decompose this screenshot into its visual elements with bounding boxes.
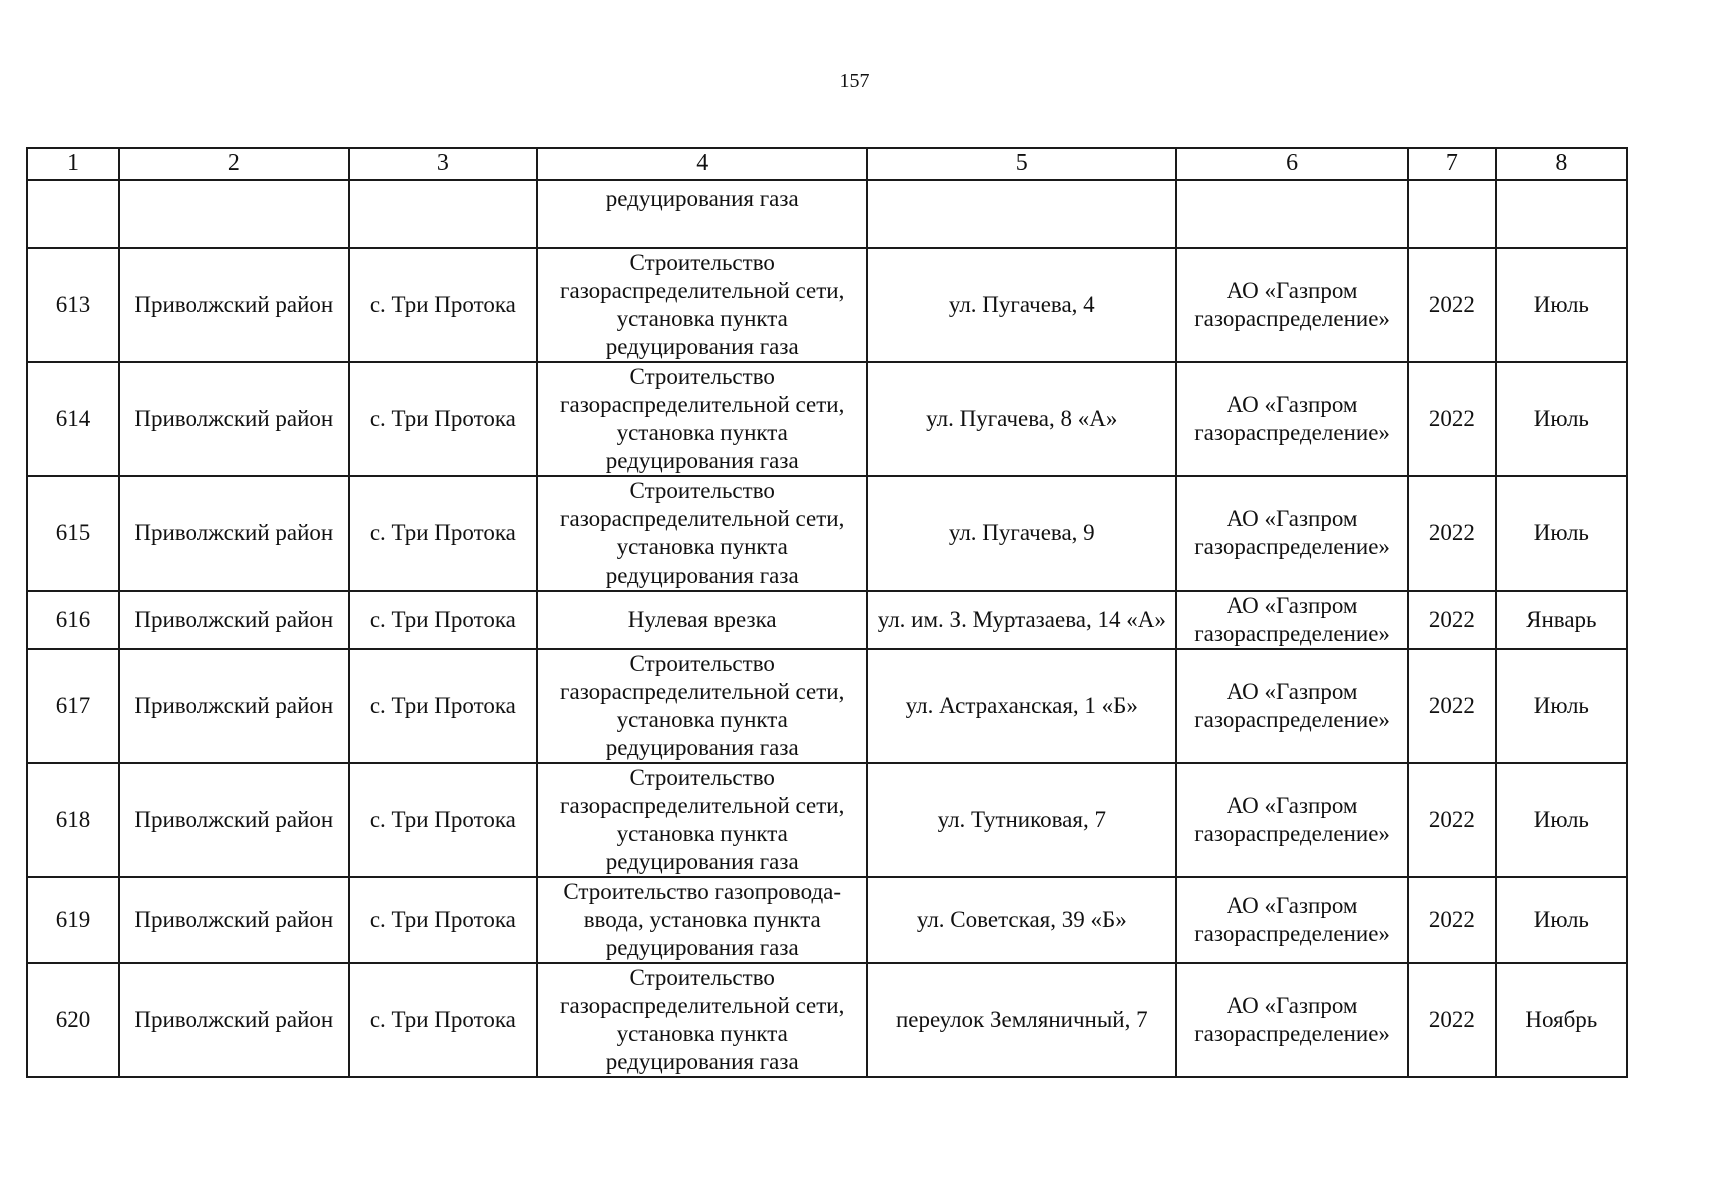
continuation-row: [27, 180, 1627, 248]
district-cell: Приволжский район: [119, 476, 349, 590]
row-number: 619: [27, 877, 119, 963]
column-number: 2: [119, 148, 349, 180]
row-number: 613: [27, 248, 119, 362]
year-cell: 2022: [1408, 476, 1496, 590]
organization-cell: АО «Газпром газораспределение»: [1176, 963, 1408, 1077]
row-number: 618: [27, 763, 119, 877]
district-cell: Приволжский район: [119, 248, 349, 362]
address-cell: ул. Пугачева, 4: [867, 248, 1176, 362]
district-cell: Приволжский район: [119, 963, 349, 1077]
organization-cell: АО «Газпром газораспределение»: [1176, 877, 1408, 963]
column-number: 1: [27, 148, 119, 180]
month-cell: Июль: [1496, 362, 1627, 476]
table-row: [27, 963, 1627, 1077]
locality-cell: с. Три Протока: [349, 763, 537, 877]
row-number: 620: [27, 963, 119, 1077]
month-cell: Июль: [1496, 649, 1627, 763]
column-number: 3: [349, 148, 537, 180]
locality-cell: с. Три Протока: [349, 963, 537, 1077]
address-cell: ул. им. З. Муртазаева, 14 «А»: [867, 591, 1176, 649]
month-cell: Июль: [1496, 476, 1627, 590]
locality-cell: с. Три Протока: [349, 248, 537, 362]
year-cell: 2022: [1408, 362, 1496, 476]
address-cell: ул. Советская, 39 «Б»: [867, 877, 1176, 963]
month-cell: Январь: [1496, 591, 1627, 649]
year-cell: 2022: [1408, 649, 1496, 763]
month-cell: Ноябрь: [1496, 963, 1627, 1077]
row-number: 615: [27, 476, 119, 590]
column-number: 7: [1408, 148, 1496, 180]
organization-cell: АО «Газпром газораспределение»: [1176, 763, 1408, 877]
district-cell: Приволжский район: [119, 877, 349, 963]
work-cell: Нулевая врезка: [537, 591, 868, 649]
table-row: [27, 476, 1627, 590]
row-number: 616: [27, 591, 119, 649]
district-cell: Приволжский район: [119, 763, 349, 877]
locality-cell: с. Три Протока: [349, 362, 537, 476]
column-number: 6: [1176, 148, 1408, 180]
address-cell: переулок Земляничный, 7: [867, 963, 1176, 1077]
work-cell: Строительство газораспределительной сети, установка пункта редуцирования газа: [537, 248, 868, 362]
table-row: [27, 248, 1627, 362]
column-number: 5: [867, 148, 1176, 180]
year-cell: 2022: [1408, 248, 1496, 362]
month-cell: Июль: [1496, 248, 1627, 362]
year-cell: 2022: [1408, 877, 1496, 963]
table-row: [27, 649, 1627, 763]
work-cell: Строительство газопровода-ввода, установка пункта редуцирования газа: [537, 877, 868, 963]
organization-cell: АО «Газпром газораспределение»: [1176, 476, 1408, 590]
organization-cell: АО «Газпром газораспределение»: [1176, 649, 1408, 763]
table-row: [27, 763, 1627, 877]
table-row: [27, 877, 1627, 963]
address-cell: ул. Пугачева, 8 «А»: [867, 362, 1176, 476]
work-cell: Строительство газораспределительной сети, установка пункта редуцирования газа: [537, 649, 868, 763]
row-number: 617: [27, 649, 119, 763]
locality-cell: с. Три Протока: [349, 877, 537, 963]
address-cell: ул. Тутниковая, 7: [867, 763, 1176, 877]
column-number-row: [27, 148, 1627, 180]
column-number: 4: [537, 148, 868, 180]
organization-cell: АО «Газпром газораспределение»: [1176, 591, 1408, 649]
locality-cell: с. Три Протока: [349, 649, 537, 763]
continuation-work-text: редуцирования газа: [537, 180, 868, 248]
page-number: 157: [839, 70, 870, 92]
locality-cell: с. Три Протока: [349, 591, 537, 649]
column-number: 8: [1496, 148, 1627, 180]
work-cell: Строительство газораспределительной сети, установка пункта редуцирования газа: [537, 476, 868, 590]
organization-cell: АО «Газпром газораспределение»: [1176, 362, 1408, 476]
month-cell: Июль: [1496, 877, 1627, 963]
district-cell: Приволжский район: [119, 362, 349, 476]
address-cell: ул. Астраханская, 1 «Б»: [867, 649, 1176, 763]
organization-cell: АО «Газпром газораспределение»: [1176, 248, 1408, 362]
year-cell: 2022: [1408, 763, 1496, 877]
year-cell: 2022: [1408, 963, 1496, 1077]
year-cell: 2022: [1408, 591, 1496, 649]
month-cell: Июль: [1496, 763, 1627, 877]
row-number: 614: [27, 362, 119, 476]
work-cell: Строительство газораспределительной сети, установка пункта редуцирования газа: [537, 362, 868, 476]
district-cell: Приволжский район: [119, 591, 349, 649]
gasification-table: [26, 147, 1628, 1078]
district-cell: Приволжский район: [119, 649, 349, 763]
table-row: [27, 362, 1627, 476]
table-row: [27, 591, 1627, 649]
work-cell: Строительство газораспределительной сети, установка пункта редуцирования газа: [537, 963, 868, 1077]
work-cell: Строительство газораспределительной сети, установка пункта редуцирования газа: [537, 763, 868, 877]
locality-cell: с. Три Протока: [349, 476, 537, 590]
address-cell: ул. Пугачева, 9: [867, 476, 1176, 590]
